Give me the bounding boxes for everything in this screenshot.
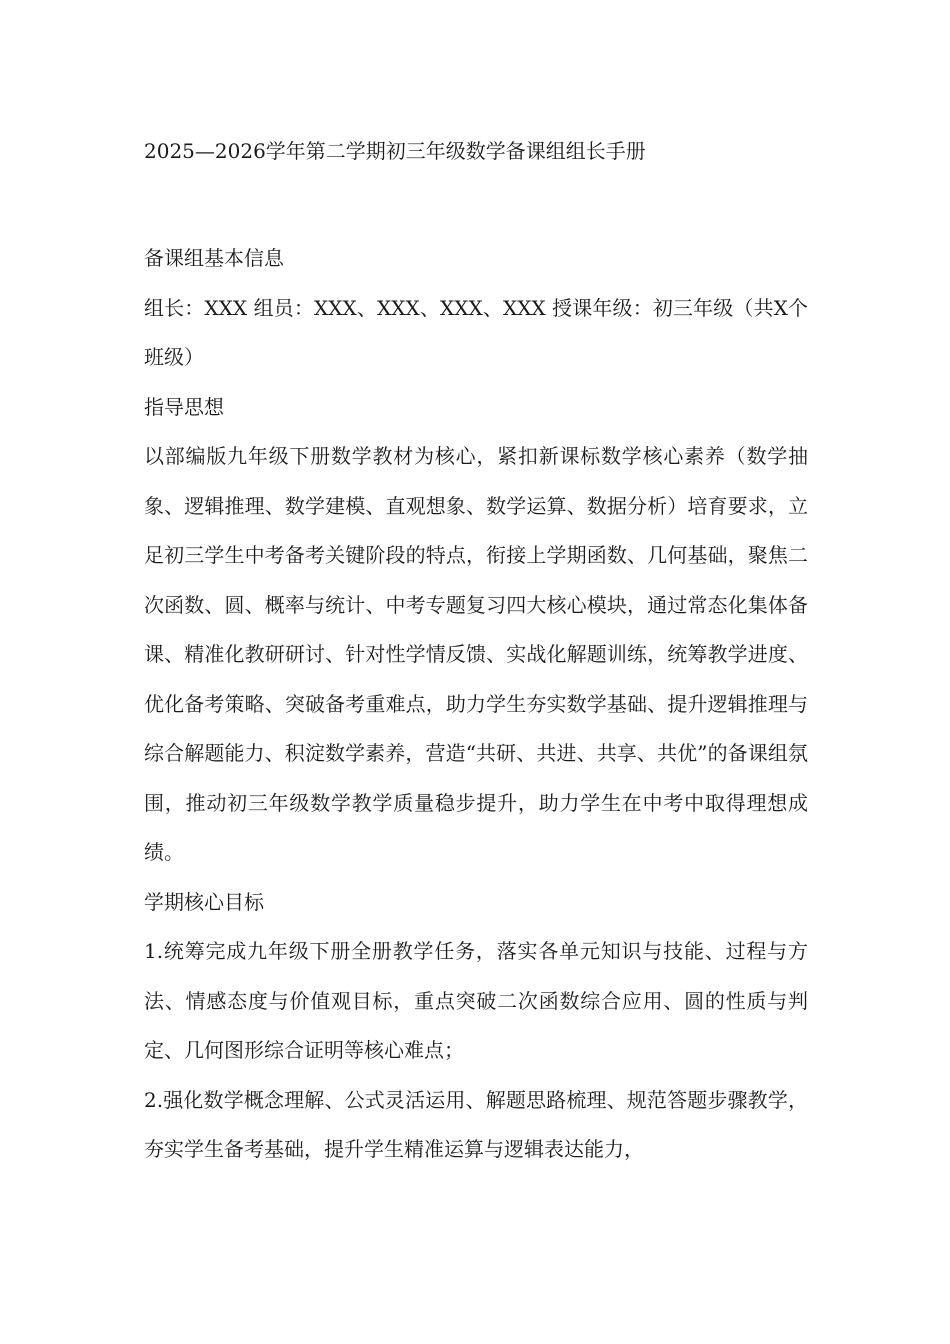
core-goal-item-1: 1.统筹完成九年级下册全册教学任务，落实各单元知识与技能、过程与方法、情感态度与价值观目标，重点突破二次函数综合应用、圆的性质与判定、几何图形综合证明等核心难点； — [144, 939, 808, 1062]
document-body — [144, 234, 808, 1175]
basic-info-paragraph: 组长：XXX 组员：XXX、XXX、XXX、XXX 授课年级：初三年级（共X个班级） — [144, 295, 808, 369]
document-title: 2025—2026学年第二学期初三年级数学备课组组长手册 — [144, 139, 646, 163]
section-heading-core-goals: 学期核心目标 — [144, 889, 264, 914]
guiding-ideology-paragraph: 以部编版九年级下册数学教材为核心，紧扣新课标数学核心素养（数学抽象、逻辑推理、数学建模、直观想象、数学运算、数据分析）培育要求，立足初三学生中考备考关键阶段的特点，衔接上学期函数、几何基础，聚焦二次函数、圆、概率与统计、中考专题复习四大核心模块，通过常态化集体备课、精准化教研研讨、针对性学情反馈、实战化解题训练，统筹教学进度、优化备考策略、突破备考重难点，助力学生夯实数学基础、提升逻辑推理与综合解题能力、积淀数学素养，营造“共研、共进、共享、共优”的备课组氛围，推动初三年级数学教学质量稳步提升，助力学生在中考中取得理想成绩。 — [144, 444, 808, 864]
core-goal-item-2: 2.强化数学概念理解、公式灵活运用、解题思路梳理、规范答题步骤教学，夯实学生备考基础，提升学生精准运算与逻辑表达能力， — [144, 1087, 808, 1161]
section-heading-basic-info: 备课组基本信息 — [144, 246, 284, 270]
section-heading-guiding-ideology: 指导思想 — [144, 394, 224, 419]
